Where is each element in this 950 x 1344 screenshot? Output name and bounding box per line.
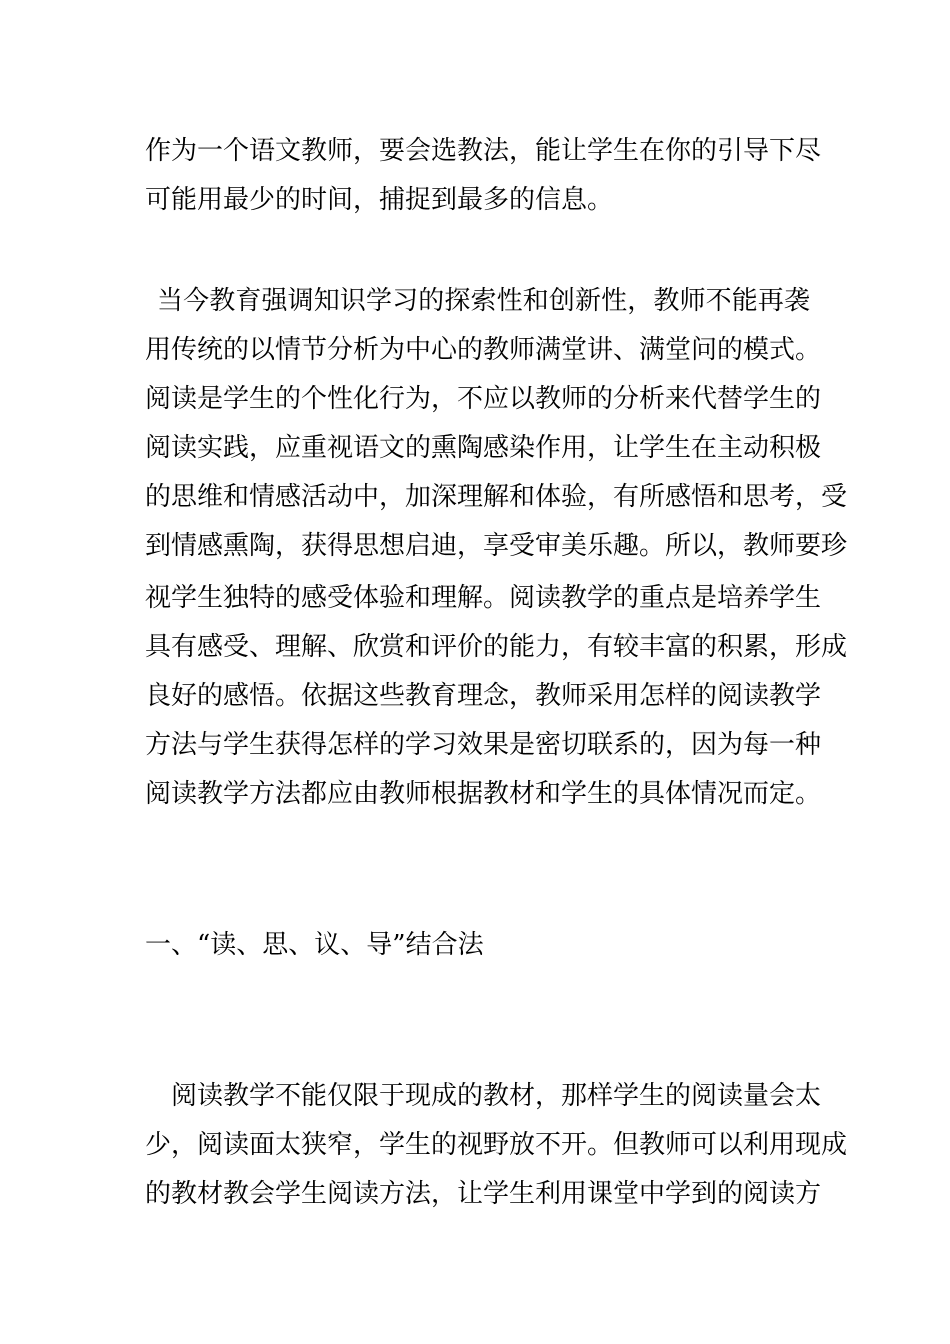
paragraph-1-line-1: 作为一个语文教师，要会选教法，能让学生在你的引导下尽	[145, 136, 822, 166]
paragraph-2-line-3: 阅读是学生的个性化行为，不应以教师的分析来代替学生的	[145, 384, 822, 414]
paragraph-2-line-1: 当今教育强调知识学习的探索性和创新性，教师不能再袭	[157, 286, 810, 316]
paragraph-2-line-6: 到情感熏陶，获得思想启迪，享受审美乐趣。所以，教师要珍	[145, 531, 848, 561]
paragraph-2-line-8: 具有感受、理解、欣赏和评价的能力，有较丰富的积累，形成	[145, 632, 848, 662]
paragraph-2-line-5: 的思维和情感活动中，加深理解和体验，有所感悟和思考，受	[145, 482, 848, 512]
paragraph-1-line-2: 可能用最少的时间，捕捉到最多的信息。	[145, 185, 614, 215]
section-heading: 一、“读、思、议、导”结合法	[145, 930, 484, 960]
paragraph-2-line-2: 用传统的以情节分析为中心的教师满堂讲、满堂问的模式。	[145, 335, 822, 365]
paragraph-3-line-3: 的教材教会学生阅读方法，让学生利用课堂中学到的阅读方	[145, 1179, 822, 1209]
paragraph-3-line-2: 少，阅读面太狭窄，学生的视野放不开。但教师可以利用现成	[145, 1130, 848, 1160]
paragraph-2-line-10: 方法与学生获得怎样的学习效果是密切联系的，因为每一种	[145, 730, 822, 760]
paragraph-2-line-9: 良好的感悟。依据这些教育理念，教师采用怎样的阅读教学	[145, 681, 822, 711]
paragraph-2-line-4: 阅读实践，应重视语文的熏陶感染作用，让学生在主动积极	[145, 433, 822, 463]
paragraph-2-line-11: 阅读教学方法都应由教师根据教材和学生的具体情况而定。	[145, 779, 822, 809]
paragraph-3-line-1: 阅读教学不能仅限于现成的教材，那样学生的阅读量会太	[171, 1081, 822, 1111]
paragraph-2-line-7: 视学生独特的感受体验和理解。阅读教学的重点是培养学生	[145, 583, 822, 613]
